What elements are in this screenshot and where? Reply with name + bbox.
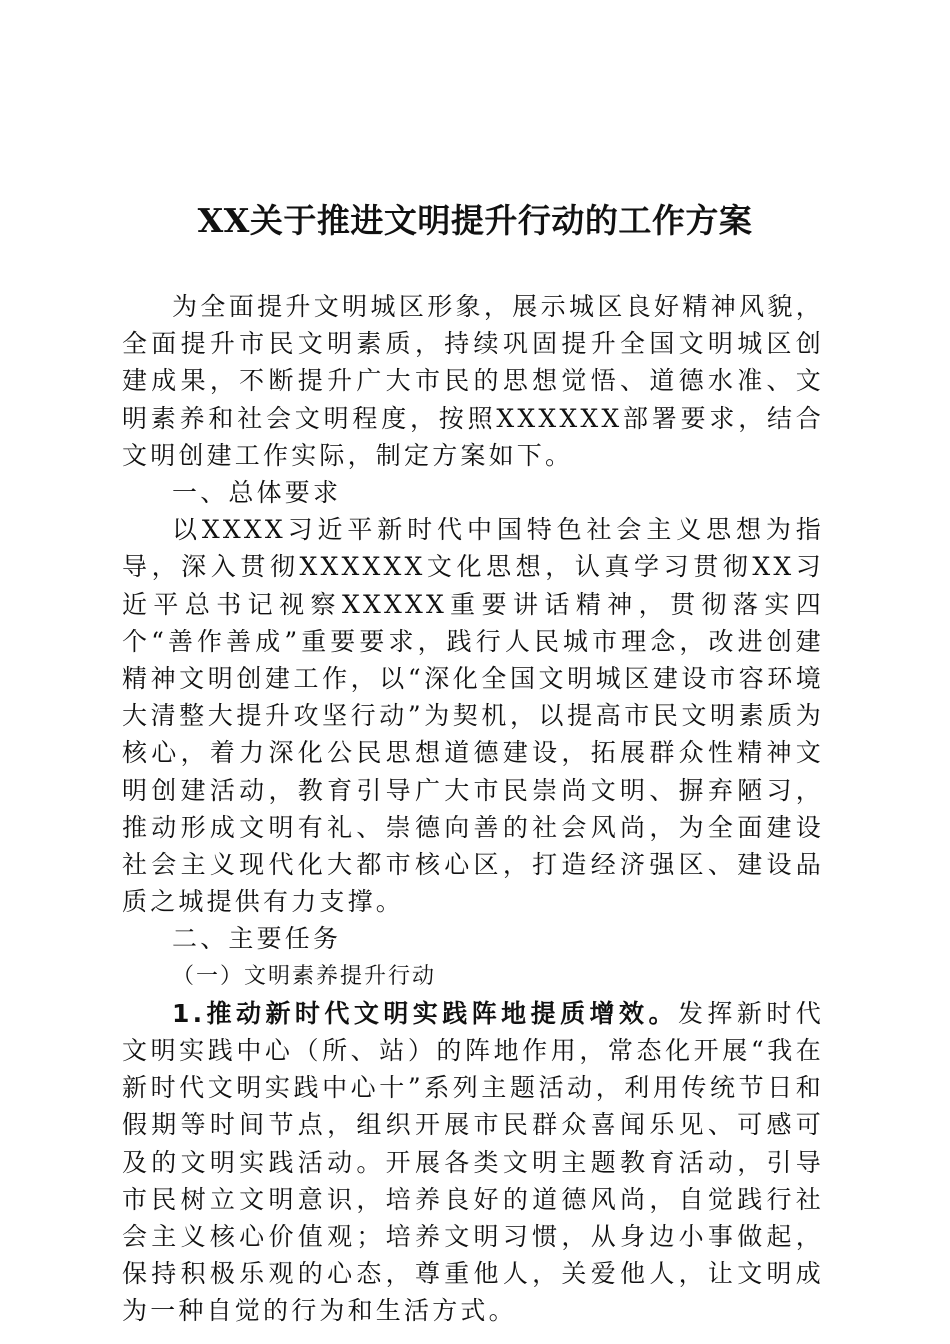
subsection-heading-civility-action: （一）文明素养提升行动 [172,963,437,989]
task-item-1-paragraph [122,995,824,1330]
section-heading-general-requirements: 一、总体要求 [172,478,342,508]
general-requirements-paragraph: 以XXXX习近平新时代中国特色社会主义思想为指导，深入贯彻XXXXXX文化思想，认真学习贯彻XX习近平总书记视察XXXXX重要讲话精神，贯彻落实四个“善作善成”重要要求，践行人民城市理念，改进创建精神文明创建工作，以“深化全国文明城区建设市容环境大清整大提升攻坚行动”为契机，以提高市民文明素质为核心，着力深化公民思想道德建设，拓展群众性精神文明创建活动，教育引导广大市民崇尚文明、摒弃陋习，推动形成文明有礼、崇德向善的社会风尚，为全面建设社会主义现代化大都市核心区，打造经济强区、建设品质之城提供有力支撑。 [122,515,824,917]
intro-paragraph: 为全面提升文明城区形象，展示城区良好精神风貌，全面提升市民文明素质，持续巩固提升全国文明城区创建成果，不断提升广大市民的思想觉悟、道德水准、文明素养和社会文明程度，按照XXXXXX部署要求，结合文明创建工作实际，制定方案如下。 [122,292,824,470]
task-item-1-body: 发挥新时代文明实践中心（所、站）的阵地作用，常态化开展“我在新时代文明实践中心十”系列主题活动，利用传统节日和假期等时间节点，组织开展市民群众喜闻乐见、可感可及的文明实践活动。开展各类文明主题教育活动，引导市民树立文明意识，培养良好的道德风尚，自觉践行社会主义核心价值观；培养文明习惯，从身边小事做起，保持积极乐观的心态，尊重他人，关爱他人，让文明成为一种自觉的行为和生活方式。 [122,998,824,1326]
document-title: XX关于推进文明提升行动的工作方案 [197,201,753,240]
task-item-1-lead: 1.推动新时代文明实践阵地提质增效。 [172,998,678,1028]
section-heading-main-tasks: 二、主要任务 [172,924,342,954]
document-body [122,288,824,1330]
